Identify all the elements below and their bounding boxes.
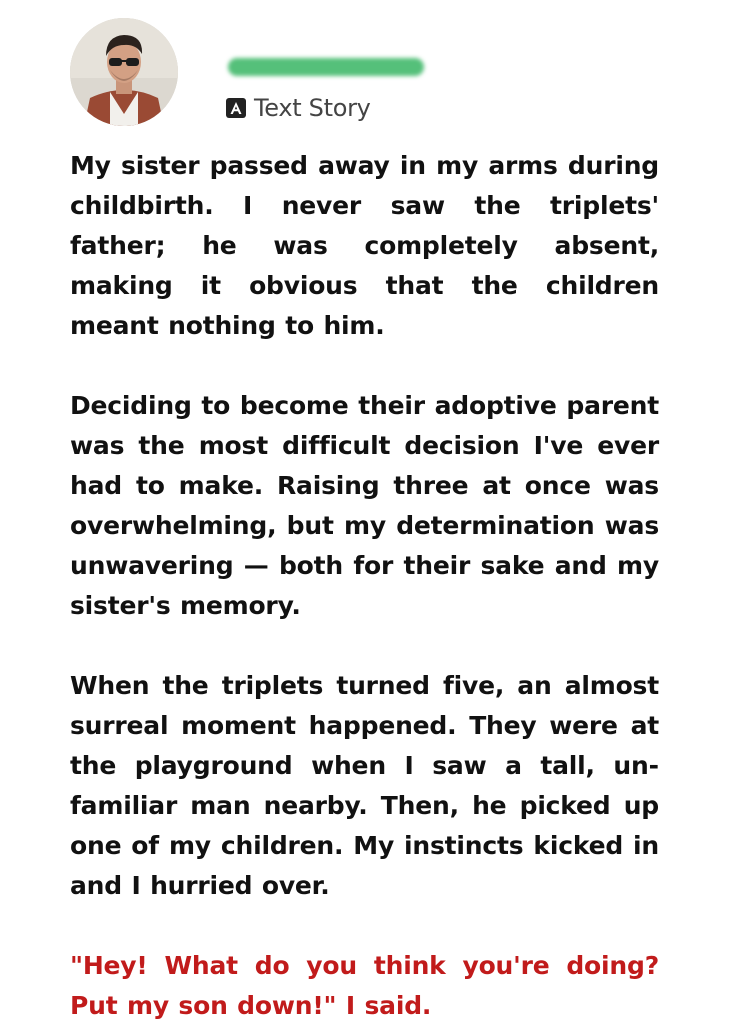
story-body — [70, 146, 659, 1026]
story-header — [0, 0, 731, 140]
text-story-label: Text Story — [254, 94, 371, 122]
story-paragraph: Deciding to become their adoptive parent was the most difficult decision I've ever had to make. Raising three at once was overwhelming, but my determination was unwavering — both for their sake and my sister's memory. — [70, 391, 659, 620]
avatar[interactable] — [70, 18, 178, 126]
redacted-username — [228, 58, 424, 76]
story-quote: "Hey! What do you think you're doing? Put my son down!" I said. — [70, 951, 659, 1020]
story-paragraph: My sister passed away in my arms during childbirth. I never saw the triplets' father; he was completely absent, making it obvious that the children meant nothing to him. — [70, 151, 659, 340]
text-story-badge — [226, 94, 371, 122]
avatar-portrait — [70, 18, 178, 126]
text-story-icon — [226, 98, 246, 118]
story-paragraph: When the triplets turned five, an almost surreal moment happened. They were at the playground when I saw a tall, unfamiliar man nearby. Then, he picked up one of my children. My instincts kicked in and I hurried over. — [70, 671, 659, 900]
